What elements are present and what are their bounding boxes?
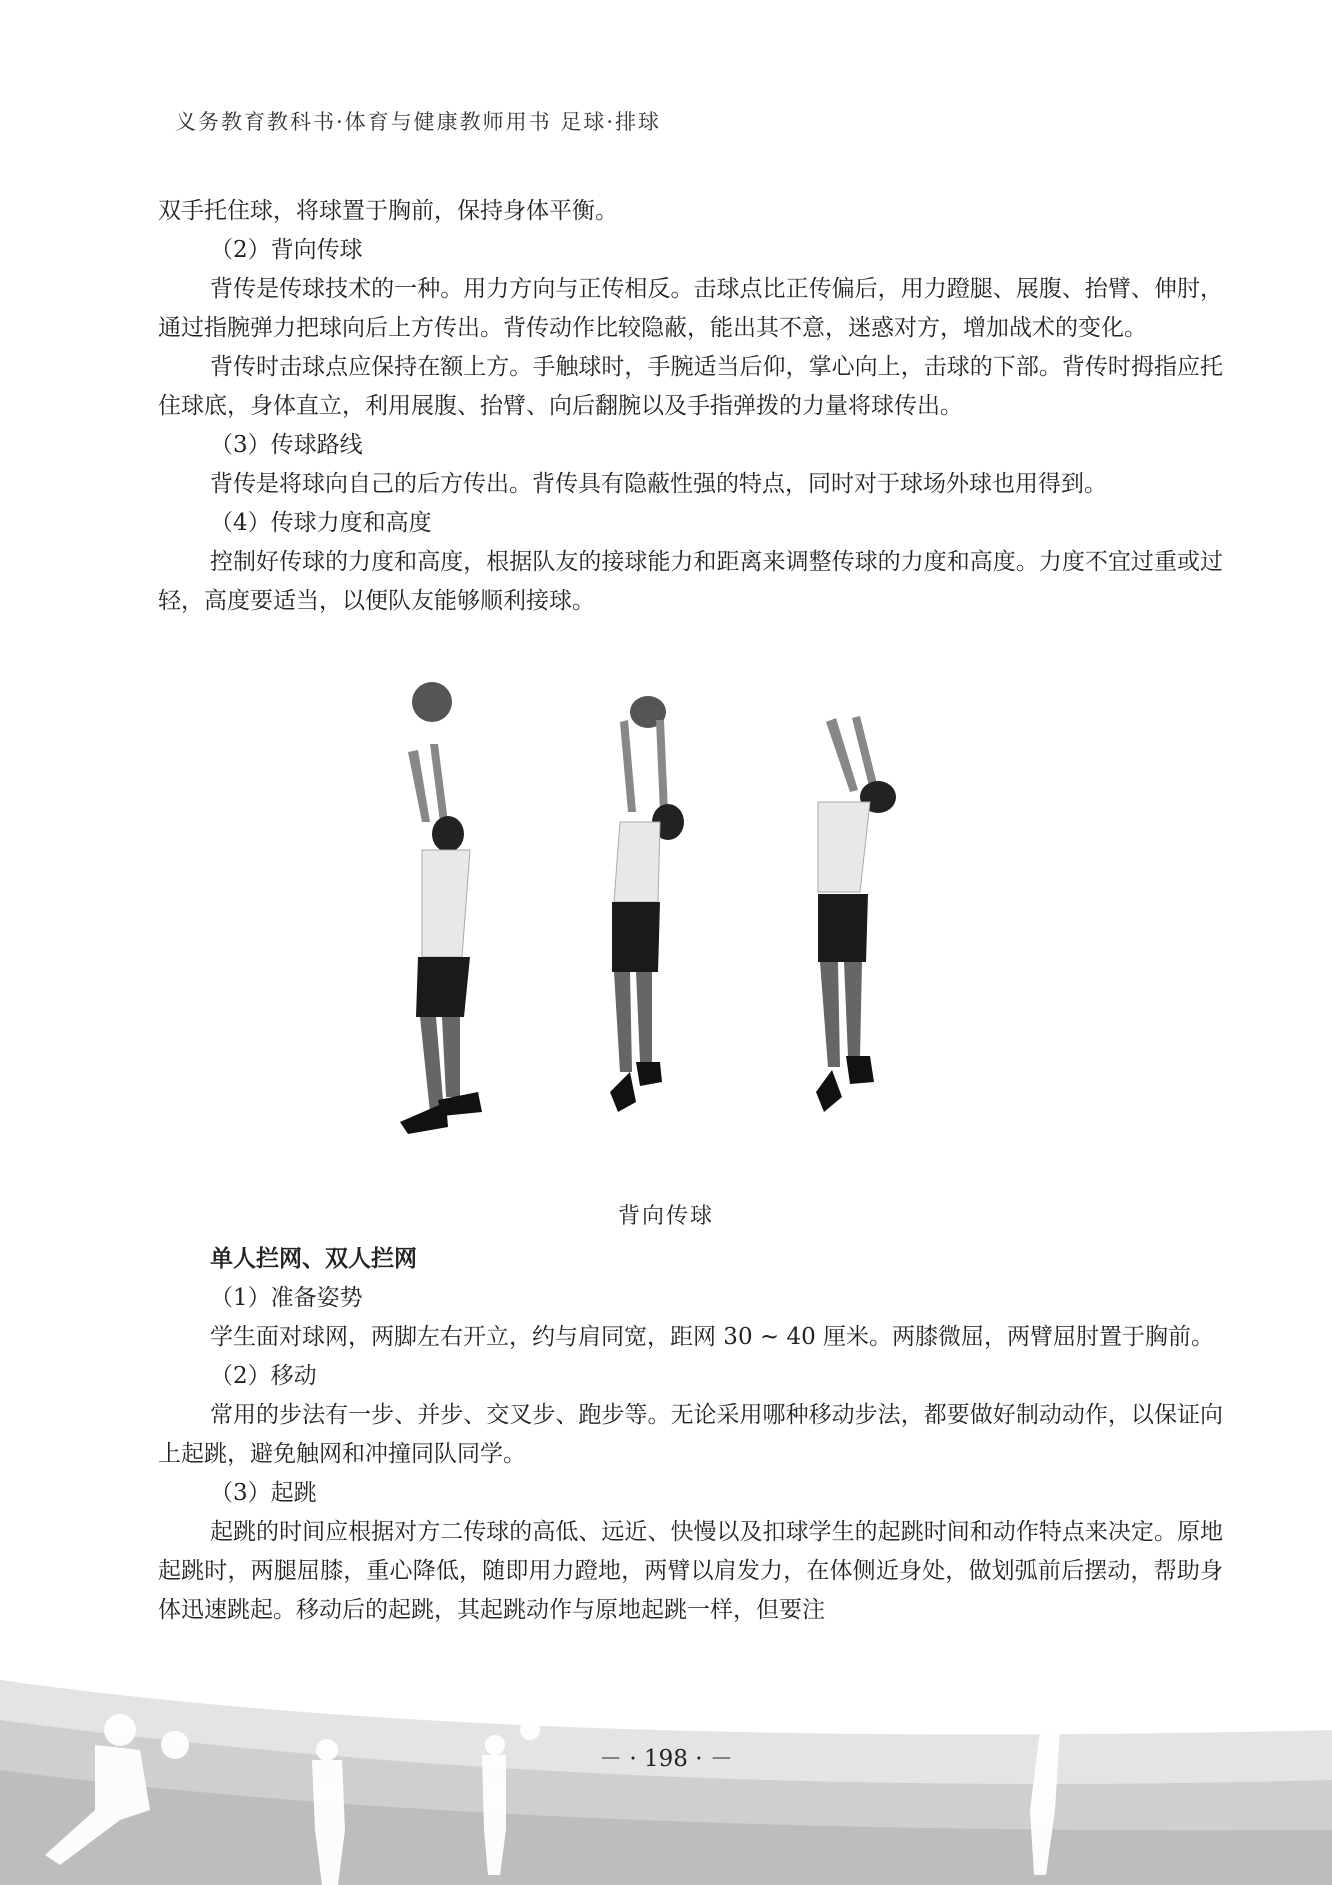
back-pass-illustration [330, 672, 1050, 1172]
player-figure-1 [400, 744, 482, 1134]
section-blocking [158, 1240, 1223, 1630]
paragraph: 常用的步法有一步、并步、交叉步、跑步等。无论采用哪种移动步法，都要做好制动动作，以保证向上起跳，避免触网和冲撞同队同学。 [158, 1402, 1223, 1467]
paragraph-continuation: 双手托住球，将球置于胸前，保持身体平衡。 [158, 198, 618, 224]
subheading-back-pass: （2）背向传球 [210, 237, 363, 263]
paragraph: 控制好传球的力度和高度，根据队友的接球能力和距离来调整传球的力度和高度。力度不宜过重或过轻，高度要适当，以便队友能够顺利接球。 [158, 549, 1223, 614]
page-number: － · 198 · － [599, 1746, 733, 1772]
back-pass-photo-sequence [330, 672, 1050, 1172]
section-title-blocking: 单人拦网、双人拦网 [210, 1246, 417, 1272]
section-back-pass [158, 192, 1223, 621]
paragraph: 背传是将球向自己的后方传出。背传具有隐蔽性强的特点，同时对于球场外球也用得到。 [210, 471, 1107, 497]
subheading-jump: （3）起跳 [210, 1480, 317, 1506]
paragraph: 背传时击球点应保持在额上方。手触球时，手腕适当后仰，掌心向上，击球的下部。背传时拇指应托住球底，身体直立，利用展腹、抬臂、向后翻腕以及手指弹拨的力量将球传出。 [158, 354, 1223, 419]
paragraph: 起跳的时间应根据对方二传球的高低、远近、快慢以及扣球学生的起跳时间和动作特点来决定。原地起跳时，两腿屈膝，重心降低，随即用力蹬地，两臂以肩发力，在体侧近身处，做划弧前后摆动，帮助身体迅速跳起。移动后的起跳，其起跳动作与原地起跳一样，但要注 [158, 1519, 1223, 1623]
paragraph: 学生面对球网，两脚左右开立，约与肩同宽，距网 30 ~ 40 厘米。两膝微屈，两臂屈肘置于胸前。 [210, 1324, 1215, 1350]
paragraph: 背传是传球技术的一种。用力方向与正传相反。击球点比正传偏后，用力蹬腿、展腹、抬臂、伸肘，通过指腕弹力把球向后上方传出。背传动作比较隐蔽，能出其不意，迷惑对方，增加战术的变化。 [158, 276, 1223, 341]
running-header: 义务教育教科书·体育与健康教师用书 足球·排球 [175, 110, 662, 134]
player-figure-2 [610, 696, 684, 1112]
subheading-ready-stance: （1）准备姿势 [210, 1285, 363, 1311]
subheading-pass-force: （4）传球力度和高度 [210, 510, 432, 536]
subheading-movement: （2）移动 [210, 1363, 317, 1389]
figure-caption: 背向传球 [617, 1204, 714, 1229]
subheading-pass-route: （3）传球路线 [210, 432, 363, 458]
player-figure-3 [816, 716, 896, 1112]
volleyball-icon [412, 682, 452, 722]
